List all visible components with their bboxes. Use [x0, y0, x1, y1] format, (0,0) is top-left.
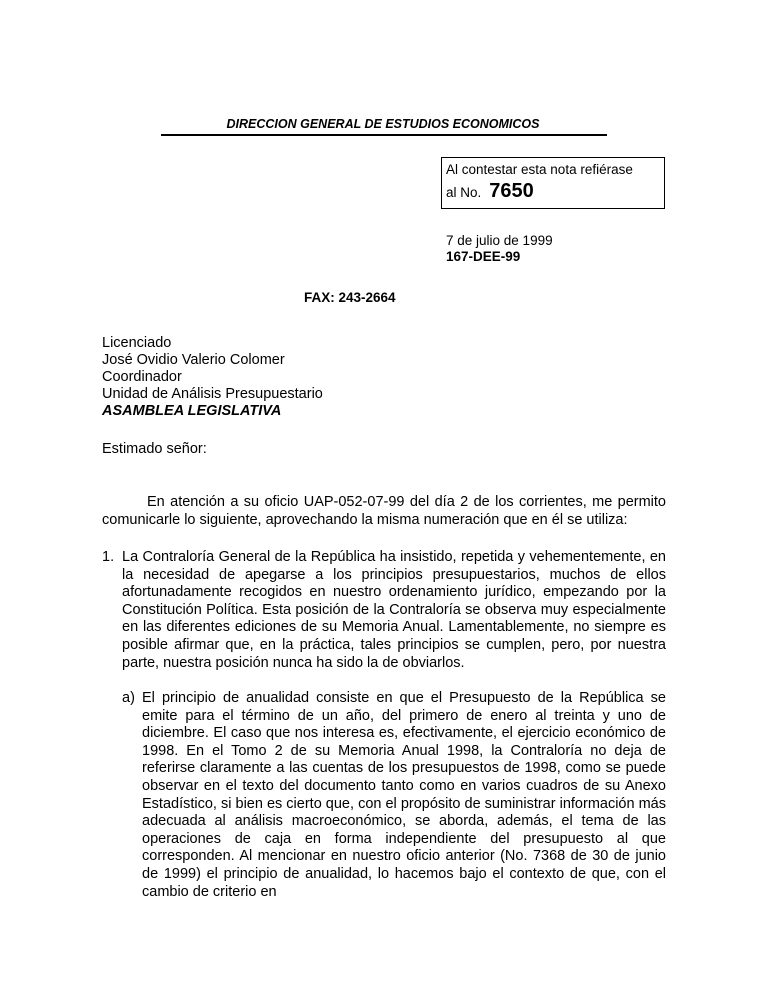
letter-code: 167-DEE-99	[446, 249, 521, 264]
fax-number: FAX: 243-2664	[304, 290, 396, 305]
addressee-title: Licenciado	[102, 335, 172, 351]
addressee-role: Coordinador	[102, 369, 182, 385]
reference-instruction: Al contestar esta nota refiérase	[446, 162, 633, 177]
list-item-text: La Contraloría General de la República ha insistido, repetida y vehementemente, en la necesidad de apegarse a los principios presupuestarios, muchos de ellos afortunadamente recogidos en nuestro ordenamiento jurídico, empezando por la Constitución Política. Esta posición de la Contraloría se observa muy especialmente en las diferentes ediciones de su Memoria Anual. Lamentablemente, no siempre es posible afirmar que, en la práctica, tales principios se cumplen, pero, por nuestra parte, nuestra posición nunca ha sido la de obviarlos.	[122, 549, 666, 671]
date-block	[446, 233, 553, 265]
list-item-marker: 1.	[102, 549, 115, 565]
reference-number: 7650	[489, 180, 534, 202]
reference-number-label: al No.	[446, 185, 482, 200]
sub-list-item-text: El principio de anualidad consiste en que el Presupuesto de la República se emite para el término de un año, del primero de enero al treinta y uno de diciembre. El caso que nos interesa es, efectivamente, el ejercicio económico de 1998. En el Tomo 2 de su Memoria Anual 1998, la Contraloría no deja de referirse claramente a las cuentas de los presupuestos de 1998, como se puede observar en el texto del documento tanto como en varios cuadros de su Anexo Estadístico, si bien es cierto que, con el propósito de suministrar información más adecuada al análisis macroeconómico, se aborda, además, el tema de las operaciones de caja en forma independiente del presupuesto al que corresponden. Al mencionar en nuestro oficio anterior (No. 7368 de 30 de junio de 1999) el principio de anualidad, lo hacemos bajo el contexto de que, con el cambio de criterio en	[142, 690, 666, 900]
reference-number-line	[446, 180, 664, 203]
reference-box	[441, 157, 665, 209]
letter-date: 7 de julio de 1999	[446, 233, 553, 248]
greeting: Estimado señor:	[102, 441, 207, 457]
addressee-block	[102, 335, 323, 420]
addressee-name: José Ovidio Valerio Colomer	[102, 352, 285, 368]
list-item	[102, 549, 666, 672]
sub-list-item-marker: a)	[122, 690, 135, 706]
addressee-organization: ASAMBLEA LEGISLATIVA	[102, 403, 282, 419]
department-title: DIRECCION GENERAL DE ESTUDIOS ECONOMICOS	[226, 117, 540, 131]
sub-list-item	[122, 690, 666, 901]
header-divider	[161, 134, 607, 136]
addressee-unit: Unidad de Análisis Presupuestario	[102, 386, 323, 402]
intro-paragraph: En atención a su oficio UAP-052-07-99 del día 2 de los corrientes, me permito comunicarle lo siguiente, aprovechando la misma numeración que en él se utiliza:	[102, 494, 666, 528]
